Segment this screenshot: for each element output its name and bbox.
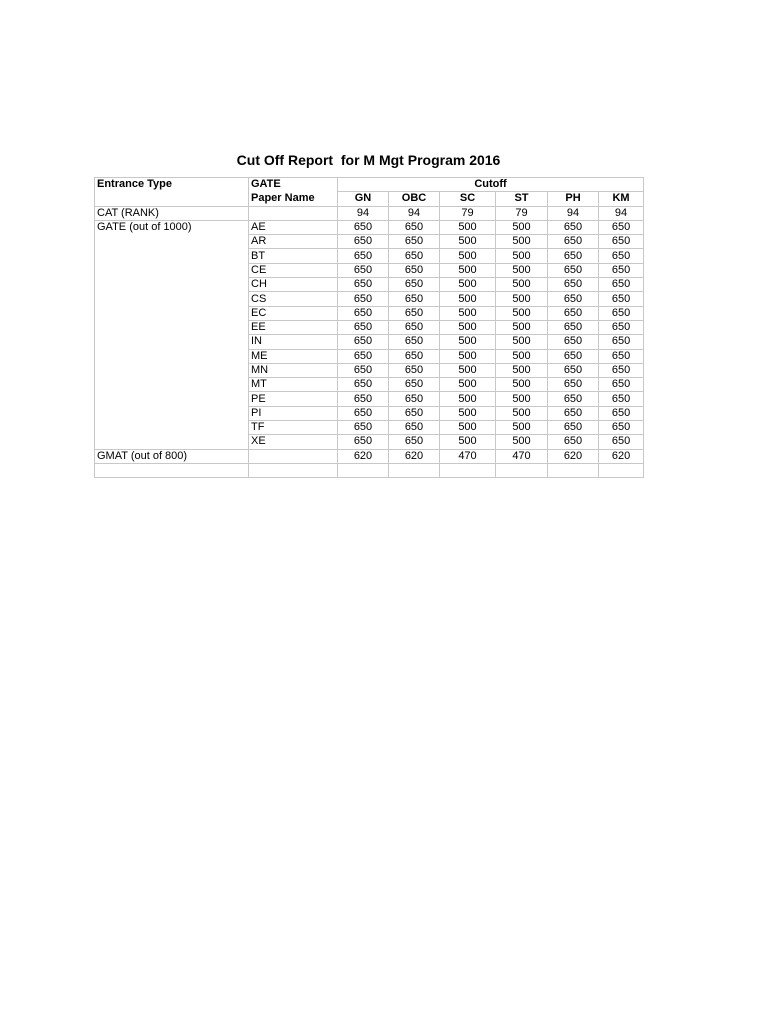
cutoff-value-cell: 94 <box>338 206 389 220</box>
cutoff-value-cell: 650 <box>599 363 644 377</box>
header-entrance-type-cont <box>95 192 249 206</box>
entrance-type-cell <box>95 463 249 477</box>
paper-name-cell <box>249 463 338 477</box>
cutoff-value-cell: 94 <box>599 206 644 220</box>
cutoff-value-cell: 500 <box>496 292 548 306</box>
header-category: OBC <box>389 192 440 206</box>
entrance-type-cell <box>95 263 249 277</box>
cutoff-value-cell: 650 <box>548 406 599 420</box>
cutoff-value-cell: 650 <box>599 406 644 420</box>
cutoff-value-cell: 500 <box>440 406 496 420</box>
cutoff-value-cell: 650 <box>389 335 440 349</box>
cutoff-value-cell: 650 <box>338 278 389 292</box>
cutoff-value-cell: 650 <box>599 235 644 249</box>
cutoff-value-cell: 650 <box>389 306 440 320</box>
cutoff-value-cell: 650 <box>389 263 440 277</box>
cutoff-table <box>94 177 644 478</box>
cutoff-value-cell: 500 <box>440 349 496 363</box>
cutoff-value-cell: 650 <box>338 378 389 392</box>
paper-name-cell: MT <box>249 378 338 392</box>
cutoff-value-cell: 650 <box>338 363 389 377</box>
table-row <box>95 335 644 349</box>
entrance-type-cell <box>95 278 249 292</box>
cutoff-value-cell: 650 <box>338 320 389 334</box>
cutoff-value-cell: 500 <box>496 263 548 277</box>
cutoff-value-cell: 500 <box>440 363 496 377</box>
cutoff-value-cell: 650 <box>548 435 599 449</box>
cutoff-value-cell: 500 <box>440 235 496 249</box>
paper-name-cell <box>249 206 338 220</box>
cutoff-value-cell: 500 <box>440 306 496 320</box>
cutoff-value-cell: 500 <box>440 421 496 435</box>
cutoff-value-cell: 500 <box>496 335 548 349</box>
cutoff-value-cell: 620 <box>389 449 440 463</box>
cutoff-value-cell: 650 <box>599 320 644 334</box>
header-entrance-type: Entrance Type <box>95 178 249 192</box>
entrance-type-cell: GATE (out of 1000) <box>95 220 249 234</box>
cutoff-value-cell: 650 <box>548 292 599 306</box>
table-row <box>95 235 644 249</box>
cutoff-value-cell: 650 <box>548 306 599 320</box>
table-body <box>95 178 644 478</box>
paper-name-cell: PE <box>249 392 338 406</box>
header-category: ST <box>496 192 548 206</box>
cutoff-value-cell: 650 <box>389 249 440 263</box>
entrance-type-cell <box>95 363 249 377</box>
cutoff-value-cell: 650 <box>338 292 389 306</box>
cutoff-value-cell: 620 <box>338 449 389 463</box>
table-row <box>95 306 644 320</box>
paper-name-cell: ME <box>249 349 338 363</box>
cutoff-value-cell: 650 <box>338 335 389 349</box>
cutoff-value-cell: 650 <box>548 320 599 334</box>
cutoff-value-cell: 650 <box>599 421 644 435</box>
cutoff-value-cell: 500 <box>496 421 548 435</box>
paper-name-cell: BT <box>249 249 338 263</box>
cutoff-value-cell: 79 <box>440 206 496 220</box>
cutoff-value-cell: 650 <box>389 421 440 435</box>
cutoff-value-cell: 500 <box>496 435 548 449</box>
paper-name-cell: AR <box>249 235 338 249</box>
cutoff-value-cell: 650 <box>338 306 389 320</box>
cutoff-value-cell: 650 <box>338 235 389 249</box>
table-row <box>95 206 644 220</box>
cutoff-value-cell: 650 <box>599 249 644 263</box>
cutoff-value-cell: 650 <box>548 378 599 392</box>
header-category: KM <box>599 192 644 206</box>
cutoff-value-cell: 650 <box>389 406 440 420</box>
cutoff-value-cell: 650 <box>338 263 389 277</box>
cutoff-value-cell: 500 <box>496 392 548 406</box>
cutoff-value-cell <box>338 463 389 477</box>
table-row <box>95 421 644 435</box>
report-title: Cut Off Report for M Mgt Program 2016 <box>236 152 501 168</box>
cutoff-value-cell: 650 <box>548 349 599 363</box>
cutoff-value-cell: 500 <box>440 320 496 334</box>
cutoff-value-cell: 650 <box>548 220 599 234</box>
table-row <box>95 249 644 263</box>
table-row <box>95 363 644 377</box>
cutoff-value-cell: 650 <box>389 378 440 392</box>
table-row <box>95 406 644 420</box>
cutoff-value-cell: 500 <box>440 435 496 449</box>
cutoff-value-cell: 500 <box>496 306 548 320</box>
table-row <box>95 278 644 292</box>
entrance-type-cell <box>95 406 249 420</box>
cutoff-value-cell: 650 <box>548 363 599 377</box>
cutoff-value-cell: 500 <box>440 335 496 349</box>
entrance-type-cell <box>95 249 249 263</box>
cutoff-value-cell: 500 <box>496 349 548 363</box>
table-row <box>95 292 644 306</box>
paper-name-cell: EC <box>249 306 338 320</box>
header-category: SC <box>440 192 496 206</box>
header-row-2 <box>95 192 644 206</box>
cutoff-value-cell: 650 <box>548 235 599 249</box>
cutoff-value-cell: 650 <box>338 435 389 449</box>
cutoff-value-cell: 650 <box>389 278 440 292</box>
paper-name-cell: XE <box>249 435 338 449</box>
cutoff-value-cell: 650 <box>548 392 599 406</box>
cutoff-value-cell: 470 <box>440 449 496 463</box>
table-row <box>95 220 644 234</box>
cutoff-value-cell: 500 <box>440 292 496 306</box>
cutoff-value-cell: 500 <box>496 320 548 334</box>
cutoff-value-cell: 650 <box>338 220 389 234</box>
cutoff-value-cell <box>496 463 548 477</box>
cutoff-value-cell: 620 <box>548 449 599 463</box>
paper-name-cell: AE <box>249 220 338 234</box>
cutoff-value-cell: 650 <box>599 220 644 234</box>
cutoff-value-cell: 500 <box>496 378 548 392</box>
paper-name-cell: IN <box>249 335 338 349</box>
table-row <box>95 392 644 406</box>
header-gate: GATE <box>249 178 338 192</box>
cutoff-value-cell: 650 <box>338 349 389 363</box>
paper-name-cell: PI <box>249 406 338 420</box>
paper-name-cell <box>249 449 338 463</box>
cutoff-value-cell: 650 <box>389 220 440 234</box>
entrance-type-cell: CAT (RANK) <box>95 206 249 220</box>
cutoff-value-cell: 650 <box>599 335 644 349</box>
cutoff-value-cell: 650 <box>389 392 440 406</box>
table-row <box>95 263 644 277</box>
table-row <box>95 378 644 392</box>
cutoff-value-cell: 650 <box>389 292 440 306</box>
header-paper-name: Paper Name <box>249 192 338 206</box>
cutoff-value-cell: 500 <box>440 263 496 277</box>
cutoff-value-cell: 650 <box>338 406 389 420</box>
cutoff-value-cell <box>440 463 496 477</box>
cutoff-value-cell: 650 <box>599 292 644 306</box>
cutoff-value-cell: 650 <box>548 249 599 263</box>
cutoff-value-cell: 650 <box>548 278 599 292</box>
header-row-1 <box>95 178 644 192</box>
table-row <box>95 449 644 463</box>
entrance-type-cell <box>95 421 249 435</box>
paper-name-cell: EE <box>249 320 338 334</box>
entrance-type-cell: GMAT (out of 800) <box>95 449 249 463</box>
cutoff-value-cell: 650 <box>548 263 599 277</box>
cutoff-value-cell <box>599 463 644 477</box>
table-row <box>95 320 644 334</box>
cutoff-value-cell: 500 <box>496 406 548 420</box>
paper-name-cell: CS <box>249 292 338 306</box>
cutoff-value-cell: 650 <box>599 306 644 320</box>
cutoff-value-cell: 650 <box>599 278 644 292</box>
cutoff-value-cell: 500 <box>496 363 548 377</box>
entrance-type-cell <box>95 320 249 334</box>
table-row <box>95 435 644 449</box>
cutoff-value-cell: 94 <box>389 206 440 220</box>
table-row <box>95 349 644 363</box>
cutoff-value-cell: 500 <box>440 249 496 263</box>
cutoff-value-cell: 650 <box>389 349 440 363</box>
entrance-type-cell <box>95 306 249 320</box>
cutoff-value-cell: 500 <box>440 378 496 392</box>
cutoff-value-cell: 500 <box>496 249 548 263</box>
header-category: PH <box>548 192 599 206</box>
cutoff-value-cell: 650 <box>599 263 644 277</box>
entrance-type-cell <box>95 435 249 449</box>
cutoff-value-cell: 500 <box>440 220 496 234</box>
cutoff-value-cell: 650 <box>389 320 440 334</box>
header-category: GN <box>338 192 389 206</box>
cutoff-value-cell: 650 <box>338 249 389 263</box>
cutoff-value-cell: 650 <box>389 435 440 449</box>
entrance-type-cell <box>95 235 249 249</box>
cutoff-value-cell: 650 <box>389 363 440 377</box>
cutoff-value-cell: 650 <box>548 335 599 349</box>
paper-name-cell: MN <box>249 363 338 377</box>
table-row <box>95 463 644 477</box>
paper-name-cell: CE <box>249 263 338 277</box>
cutoff-value-cell: 650 <box>599 349 644 363</box>
cutoff-value-cell: 650 <box>548 421 599 435</box>
cutoff-value-cell: 650 <box>599 435 644 449</box>
cutoff-value-cell <box>548 463 599 477</box>
cutoff-value-cell: 650 <box>599 378 644 392</box>
paper-name-cell: CH <box>249 278 338 292</box>
entrance-type-cell <box>95 335 249 349</box>
cutoff-value-cell: 500 <box>440 392 496 406</box>
cutoff-value-cell: 94 <box>548 206 599 220</box>
cutoff-value-cell: 500 <box>496 220 548 234</box>
cutoff-value-cell: 470 <box>496 449 548 463</box>
cutoff-value-cell: 650 <box>389 235 440 249</box>
cutoff-value-cell: 620 <box>599 449 644 463</box>
cutoff-value-cell: 650 <box>338 421 389 435</box>
header-cutoff: Cutoff <box>338 178 644 192</box>
cutoff-value-cell: 79 <box>496 206 548 220</box>
paper-name-cell: TF <box>249 421 338 435</box>
cutoff-value-cell: 500 <box>496 235 548 249</box>
cutoff-value-cell <box>389 463 440 477</box>
cutoff-value-cell: 500 <box>496 278 548 292</box>
entrance-type-cell <box>95 292 249 306</box>
entrance-type-cell <box>95 349 249 363</box>
cutoff-value-cell: 650 <box>338 392 389 406</box>
entrance-type-cell <box>95 378 249 392</box>
entrance-type-cell <box>95 392 249 406</box>
cutoff-value-cell: 500 <box>440 278 496 292</box>
cutoff-value-cell: 650 <box>599 392 644 406</box>
